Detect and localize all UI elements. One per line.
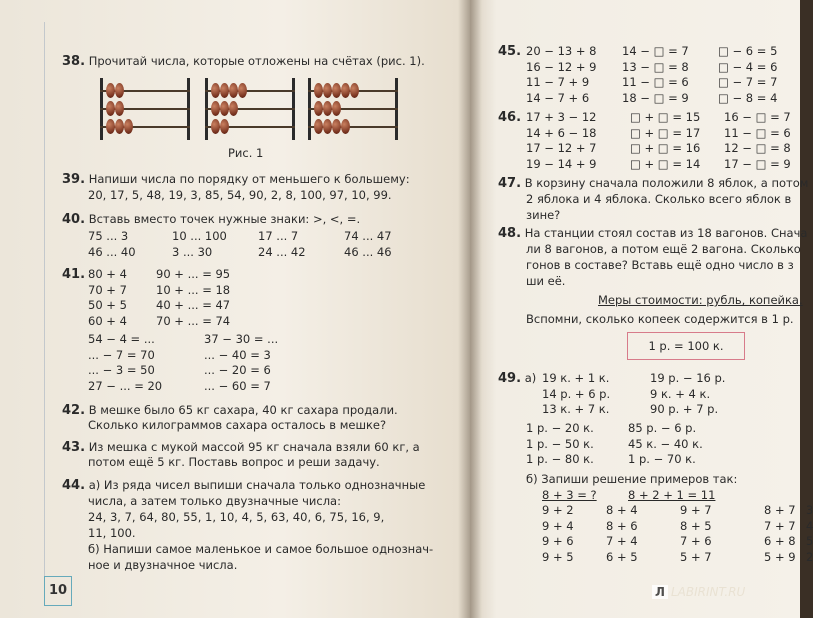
abacus-bead bbox=[314, 83, 323, 98]
cell: 90 + ... = 95 bbox=[156, 267, 231, 281]
abacus-bead bbox=[115, 83, 124, 98]
cell: 1 р. − 70 к. bbox=[628, 452, 696, 466]
cell: 90 р. + 7 р. bbox=[650, 402, 719, 416]
task-49-row bbox=[526, 452, 703, 468]
task-41-row bbox=[88, 267, 230, 283]
task-47: 47. В корзину сначала положили 8 яблок, а потом bbox=[498, 176, 809, 191]
cell: 10 + ... = 18 bbox=[156, 282, 231, 297]
cell: ... − 7 = 70 bbox=[88, 347, 155, 362]
watermark bbox=[652, 585, 745, 599]
abacus-bead bbox=[106, 119, 115, 134]
abacus-bead bbox=[350, 83, 359, 98]
abacus-bead bbox=[106, 101, 115, 116]
abacus-bead bbox=[229, 101, 238, 116]
task-49b-row bbox=[542, 519, 813, 535]
cell: 3 ... 30 bbox=[172, 244, 213, 259]
abacus-bead bbox=[332, 119, 341, 134]
task-49b-head bbox=[542, 488, 715, 504]
cell: 17 − □ = 9 bbox=[724, 156, 791, 171]
cell: □ + □ = 16 bbox=[630, 141, 701, 155]
abacus-bead bbox=[220, 83, 229, 98]
cell: 4 bbox=[806, 518, 813, 533]
abacus-bead bbox=[211, 119, 220, 134]
task-45-row bbox=[526, 60, 777, 76]
abacus-bead bbox=[211, 83, 220, 98]
cell: 45 к. − 40 к. bbox=[628, 436, 703, 451]
cell: 37 − 30 = ... bbox=[204, 332, 279, 346]
abacus-bead bbox=[314, 119, 323, 134]
task-46-grid bbox=[526, 110, 791, 172]
abacus-bead bbox=[106, 83, 115, 98]
task-49a-grid bbox=[542, 371, 725, 418]
cell: ... − 3 = 50 bbox=[88, 363, 155, 377]
task-41-row bbox=[88, 298, 230, 314]
abacus-2 bbox=[205, 78, 295, 140]
task-41-number: 41. bbox=[62, 267, 86, 282]
watermark-text: LABIRINT.RU bbox=[670, 585, 746, 599]
abacus-bead bbox=[220, 119, 229, 134]
abacus-bead bbox=[238, 83, 247, 98]
task-41-row bbox=[88, 363, 278, 379]
task-42: 42. В мешке было 65 кг сахара, 40 кг сахара продали. bbox=[62, 403, 398, 418]
cell: 13 к. + 7 к. bbox=[542, 402, 610, 416]
cell: 46 ... 46 bbox=[344, 244, 392, 259]
task-44-line: 24, 3, 7, 64, 80, 55, 1, 10, 4, 5, 63, 40, 6, 75, 16, 9, bbox=[88, 510, 385, 524]
cell: 17 ... 7 bbox=[258, 229, 299, 243]
cell: 1 р. − 50 к. bbox=[526, 436, 594, 451]
cell: □ − 6 = 5 bbox=[718, 44, 778, 58]
task-41-row bbox=[88, 379, 278, 395]
abacus-bead bbox=[124, 119, 133, 134]
abacus-bead bbox=[220, 101, 229, 116]
task-45-row bbox=[526, 75, 777, 91]
task-43: 43. Из мешка с мукой массой 95 кг сначала взяли 60 кг, а bbox=[62, 440, 420, 455]
task-41-grid-b bbox=[88, 332, 278, 394]
cell: 8 + 7 bbox=[764, 503, 796, 517]
task-44-line: числа, а затем только двузначные числа: bbox=[88, 494, 341, 508]
cell: 1 р. − 80 к. bbox=[526, 452, 594, 466]
task-48-line: ли 8 вагонов, а потом ещё 2 вагона. Сколько bbox=[526, 242, 801, 256]
task-48: 48. На станции стоял состав из 18 вагонов. Снача bbox=[498, 226, 808, 241]
task-46-row bbox=[526, 141, 791, 157]
cell: 9 к. + 4 к. bbox=[650, 386, 711, 401]
cell: 7 + 4 bbox=[606, 534, 638, 548]
abacus-bead bbox=[341, 83, 350, 98]
cell: 24 ... 42 bbox=[258, 244, 306, 259]
cell: 13 − □ = 8 bbox=[622, 59, 689, 74]
cell: 5 + 9 bbox=[764, 549, 796, 564]
task-46-row bbox=[526, 110, 791, 126]
cell: 12 − □ = 8 bbox=[724, 141, 791, 155]
page-number: 10 bbox=[44, 576, 72, 606]
cell: 7 + 6 bbox=[680, 534, 712, 548]
cell: 27 − ... = 20 bbox=[88, 378, 163, 393]
cell: 7 + 7 bbox=[764, 518, 796, 533]
cell: 14 р. + 6 р. bbox=[542, 386, 611, 401]
task-49-row bbox=[542, 402, 725, 418]
cell: 19 р. − 16 р. bbox=[650, 371, 726, 385]
abacus-bead bbox=[323, 119, 332, 134]
cell: 70 + 7 bbox=[88, 282, 127, 297]
task-49-row bbox=[542, 387, 725, 403]
task-42-line: Сколько килограммов сахара осталось в мешке? bbox=[88, 418, 387, 432]
task-49-row bbox=[526, 421, 703, 437]
task-40: 40. Вставь вместо точек нужные знаки: >, <, =. bbox=[62, 212, 361, 227]
cell: 17 + 3 − 12 bbox=[526, 110, 597, 124]
task-47-line: 2 яблока и 4 яблока. Сколько всего яблок в bbox=[526, 192, 792, 206]
abacus-bead bbox=[332, 83, 341, 98]
cell: □ − 8 = 4 bbox=[718, 90, 778, 105]
cell: 9 + 5 bbox=[542, 549, 574, 564]
cell: 19 к. + 1 к. bbox=[542, 371, 610, 385]
cell: 74 ... 47 bbox=[344, 229, 392, 243]
cell: 3 bbox=[806, 503, 813, 517]
task-49-number: 49. а) bbox=[498, 371, 537, 386]
abacus-bead bbox=[115, 119, 124, 134]
cell: 1 р. − 20 к. bbox=[526, 421, 594, 435]
task-45-row bbox=[526, 44, 777, 60]
abacus-bead bbox=[323, 101, 332, 116]
cell: ... − 40 = 3 bbox=[204, 347, 271, 362]
task-46-row bbox=[526, 126, 791, 142]
abacus-bead bbox=[211, 101, 220, 116]
task-41-row bbox=[88, 283, 230, 299]
cell: 8 + 2 + 1 = 11 bbox=[628, 488, 716, 502]
task-44-line: ное и двузначное числа. bbox=[88, 558, 238, 572]
cell: 40 + ... = 47 bbox=[156, 298, 231, 312]
task-38: 38. Прочитай числа, которые отложены на счётах (рис. 1). bbox=[62, 54, 425, 69]
abacus-bead bbox=[115, 101, 124, 116]
cell: 8 + 6 bbox=[606, 518, 638, 533]
conversion-box: 1 р. = 100 к. bbox=[627, 332, 745, 360]
cell: 19 − 14 + 9 bbox=[526, 156, 597, 171]
section-heading: Меры стоимости: рубль, копейка. bbox=[598, 293, 803, 307]
right-page bbox=[470, 0, 813, 618]
cell: 11 − 7 + 9 bbox=[526, 75, 590, 89]
cell: ... − 60 = 7 bbox=[204, 378, 271, 393]
book-gutter bbox=[458, 0, 482, 618]
task-40-grid bbox=[88, 229, 392, 260]
cell: 60 + 4 bbox=[88, 313, 127, 328]
task-41-grid-a bbox=[88, 267, 230, 329]
cell: 75 ... 3 bbox=[88, 229, 129, 243]
task-43-line: потом ещё 5 кг. Поставь вопрос и реши задачу. bbox=[88, 455, 380, 469]
task-41-row bbox=[88, 332, 278, 348]
task-49b-label: б) Запиши решение примеров так: bbox=[526, 472, 738, 486]
cell: 9 + 4 bbox=[542, 518, 574, 533]
abacus-3 bbox=[308, 78, 398, 140]
cell: 85 р. − 6 р. bbox=[628, 421, 697, 435]
task-45-row bbox=[526, 91, 777, 107]
cell: 70 + ... = 74 bbox=[156, 313, 231, 328]
abacus-bead bbox=[229, 83, 238, 98]
task-48-line: ши её. bbox=[526, 274, 566, 288]
task-49b-row bbox=[542, 534, 813, 550]
cell: 11 − □ = 6 bbox=[622, 75, 689, 89]
cell: 9 + 6 bbox=[542, 534, 574, 548]
watermark-logo-icon: Л bbox=[652, 585, 668, 599]
task-49-row bbox=[542, 371, 725, 387]
abacus-bead bbox=[314, 101, 323, 116]
task-48-line: гонов в составе? Вставь ещё одно число в з bbox=[526, 258, 794, 272]
task-44: 44. а) Из ряда чисел выпиши сначала только однозначные bbox=[62, 478, 426, 493]
task-49b-row bbox=[542, 503, 813, 519]
task-45-grid bbox=[526, 44, 777, 106]
cell: □ + □ = 14 bbox=[630, 156, 701, 171]
task-40-row bbox=[88, 229, 392, 245]
cell: 2 bbox=[806, 549, 813, 564]
task-47-line: зине? bbox=[526, 208, 561, 222]
cell: 50 + 5 bbox=[88, 298, 127, 312]
task-44-line: 11, 100. bbox=[88, 526, 136, 540]
task-46-number: 46. bbox=[498, 110, 522, 125]
task-44-line: б) Напиши самое маленькое и самое большое однознач- bbox=[88, 542, 434, 556]
cell: 18 − □ = 9 bbox=[622, 90, 689, 105]
cell: ... − 20 = 6 bbox=[204, 363, 271, 377]
cell: 8 + 5 bbox=[680, 518, 712, 533]
cell: 11 − □ = 6 bbox=[724, 125, 791, 140]
recall-text: Вспомни, сколько копеек содержится в 1 р. bbox=[526, 312, 794, 326]
cell: 54 − 4 = ... bbox=[88, 332, 155, 346]
cell: □ − 4 = 6 bbox=[718, 59, 778, 74]
cell: 14 − □ = 7 bbox=[622, 44, 689, 58]
task-41-row bbox=[88, 348, 278, 364]
cell: 16 − □ = 7 bbox=[724, 110, 791, 124]
task-40-row bbox=[88, 245, 392, 261]
cell: 14 + 6 − 18 bbox=[526, 125, 597, 140]
cell: □ + □ = 15 bbox=[630, 110, 701, 124]
task-49b-row bbox=[542, 550, 813, 566]
cell: 8 + 3 = ? bbox=[542, 488, 597, 502]
cell: □ − 7 = 7 bbox=[718, 75, 778, 89]
cell: 6 + 5 bbox=[606, 549, 638, 564]
task-41-row bbox=[88, 314, 230, 330]
cell: 46 ... 40 bbox=[88, 244, 136, 259]
cell: 14 − 7 + 6 bbox=[526, 90, 590, 105]
task-49b-head-row bbox=[542, 488, 715, 504]
cell: 9 + 2 bbox=[542, 503, 574, 517]
task-49-row bbox=[526, 437, 703, 453]
cell: 80 + 4 bbox=[88, 267, 127, 281]
cell: □ + □ = 17 bbox=[630, 125, 701, 140]
task-49b-grid bbox=[542, 503, 813, 565]
cell: 6 + 8 bbox=[764, 534, 796, 548]
task-46-row bbox=[526, 157, 791, 173]
task-39: 39. Напиши числа по порядку от меньшего к большему: bbox=[62, 172, 410, 187]
cell: 5 + 7 bbox=[680, 549, 712, 564]
task-49a2-grid bbox=[526, 421, 703, 468]
cell: 20 − 13 + 8 bbox=[526, 44, 597, 58]
figure-caption: Рис. 1 bbox=[228, 146, 264, 160]
cell: 17 − 12 + 7 bbox=[526, 141, 597, 155]
cell: 16 − 12 + 9 bbox=[526, 59, 597, 74]
abacus-1 bbox=[100, 78, 190, 140]
task-39-numbers: 20, 17, 5, 48, 19, 3, 85, 54, 90, 2, 8, 100, 97, 10, 99. bbox=[88, 188, 392, 202]
cell: 8 + 4 bbox=[606, 503, 638, 517]
abacus-bead bbox=[341, 119, 350, 134]
abacus-bead bbox=[323, 83, 332, 98]
cell: 5 bbox=[806, 534, 813, 548]
cell: 10 ... 100 bbox=[172, 229, 227, 243]
abacus-bead bbox=[332, 101, 341, 116]
cell: 9 + 7 bbox=[680, 503, 712, 517]
task-45-number: 45. bbox=[498, 44, 522, 59]
margin-line bbox=[44, 22, 45, 582]
